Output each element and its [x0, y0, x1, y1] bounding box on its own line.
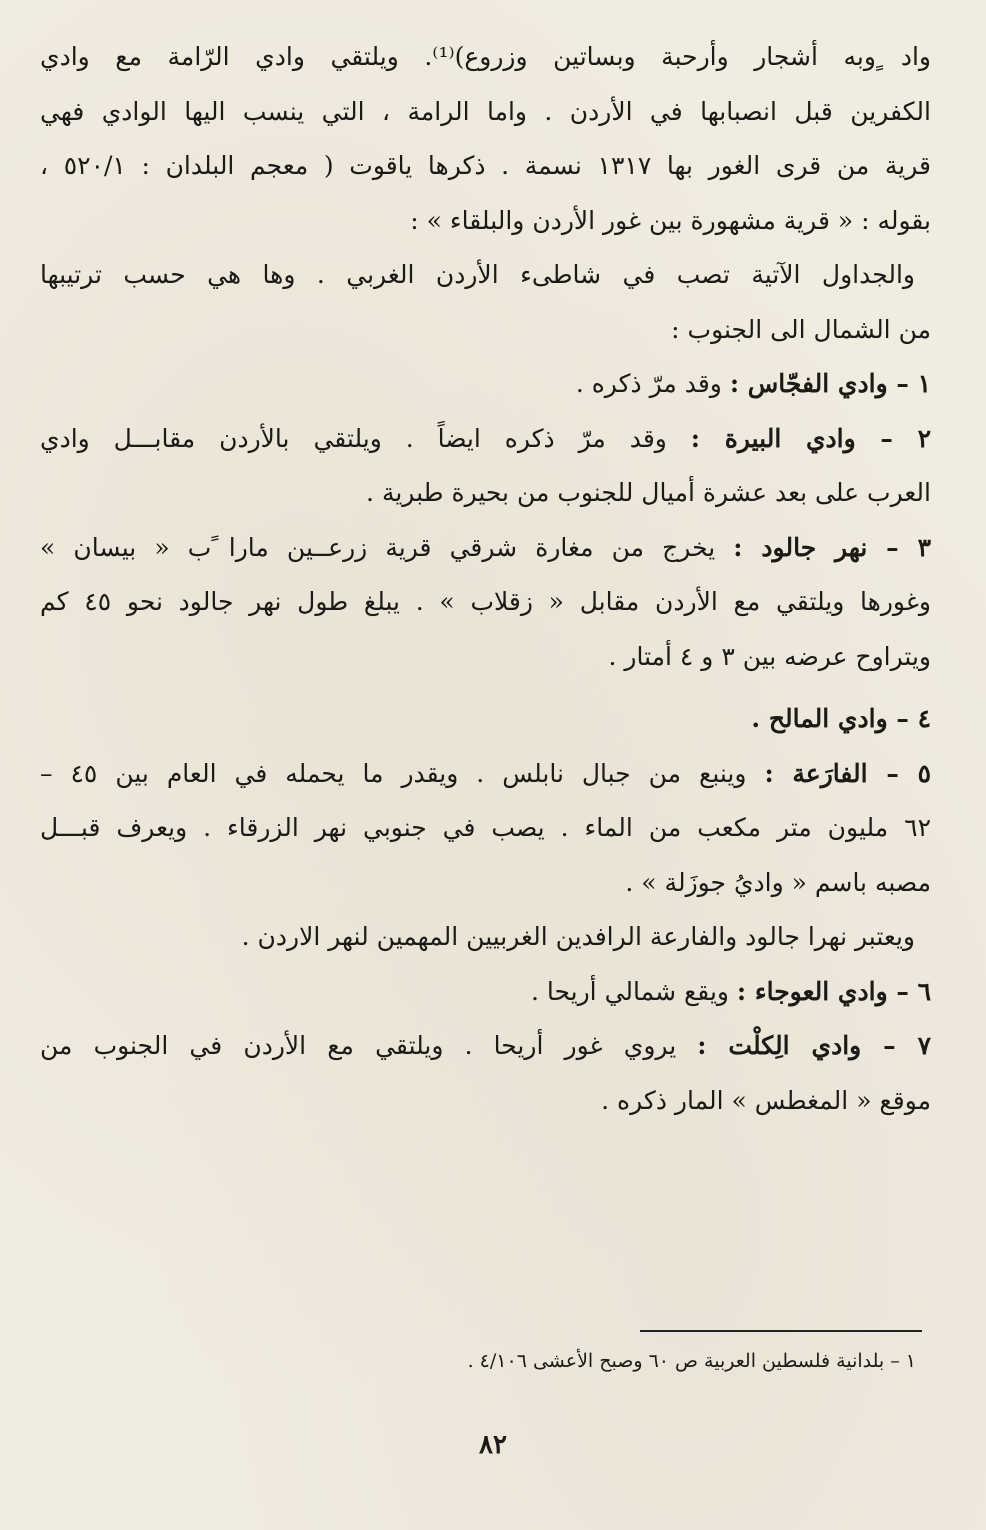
list-item-2 [40, 412, 931, 467]
list-item-text: وقد مرّ ذكره ايضاً . ويلتقي بالأردن مقابـــل وادي [40, 423, 691, 453]
page-number: ٨٢ [479, 1430, 507, 1460]
text-line: ويعتبر نهرا جالود والفارعة الرافدين الغربيين المهمين لنهر الاردن . [241, 922, 915, 951]
list-item-heading: ٦ – وادي العوجاء : [736, 976, 931, 1006]
text-line: موقع « المغطس » المار ذكره . [601, 1085, 931, 1115]
text-line: ويتراوح عرضه بين ٣ و ٤ أمتار . [608, 641, 931, 671]
list-item-4 [40, 692, 931, 747]
list-item-text: ويقع شمالي أريحا . [531, 976, 737, 1006]
text-line: والجداول الآتية تصب في شاطىء الأردن الغربي . وها هي حسب ترتيبها [40, 260, 915, 289]
list-item-heading: ٥ – الفارَعة : [764, 758, 931, 788]
list-item-5 [40, 747, 931, 802]
text-line: بقوله : « قرية مشهورة بين غور الأردن والبلقاء » : [410, 205, 931, 235]
list-item-heading: ٤ – وادي المالح . [751, 704, 931, 733]
text-line: وغورها ويلتقي مع الأردن مقابل « زقلاب » . يبلغ طول نهر جالود نحو ٤٥ كم [40, 587, 931, 616]
list-item-text: يروي غور أريحا . ويلتقي مع الأردن في الجنوب من [40, 1031, 698, 1060]
text-line: مصبه باسم « واديُ جوزَلة » . [625, 867, 931, 897]
list-item-3 [40, 521, 931, 576]
list-item-heading: ٣ – نهر جالود : [733, 532, 931, 562]
list-item-heading: ٢ – وادي البيرة : [690, 423, 931, 453]
list-item-7 [40, 1019, 931, 1074]
list-item-text: وينبع من جبال نابلس . ويقدر ما يحمله في العام بين ٤٥ – [40, 758, 765, 788]
list-item-text: وقد مرّ ذكره . [575, 369, 730, 398]
list-item-heading: ١ – وادي الفجّاس : [729, 369, 931, 398]
main-text [40, 30, 931, 1128]
footnote: ١ – بلدانية فلسطين العربية ص ٦٠ وصبح الأعشى ٤/١٠٦ . [467, 1350, 916, 1372]
text-line: ٦٢ مليون متر مكعب من الماء . يصب في جنوبي نهر الزرقاء . ويعرف قبـــل [40, 813, 931, 842]
footnote-divider [640, 1330, 922, 1332]
list-item-text: يخرج من مغارة شرقي قرية زرعــين مارا ًب « بيسان » [40, 532, 734, 562]
text-line: الكفرين قبل انصبابها في الأردن . واما الرامة ، التي ينسب اليها الوادي فهي [40, 96, 931, 126]
list-item-1 [40, 357, 931, 412]
list-item-heading: ٧ – وادي الِكلْت : [697, 1031, 931, 1060]
spacer [40, 684, 931, 692]
text-line: العرب على بعد عشرة أميال للجنوب من بحيرة طبرية . [366, 478, 931, 507]
text-line: قرية من قرى الغور بها ١٣١٧ نسمة . ذكرها ياقوت ( معجم البلدان : ٥٢٠/١ ، [40, 151, 931, 180]
text-line: واد ٍوبه أشجار وأرحبة وبساتين وزروع)⁽¹⁾. ويلتقي وادي الرّامة مع وادي [40, 42, 931, 71]
text-line: من الشمال الى الجنوب : [671, 314, 931, 344]
list-item-6 [40, 965, 931, 1020]
